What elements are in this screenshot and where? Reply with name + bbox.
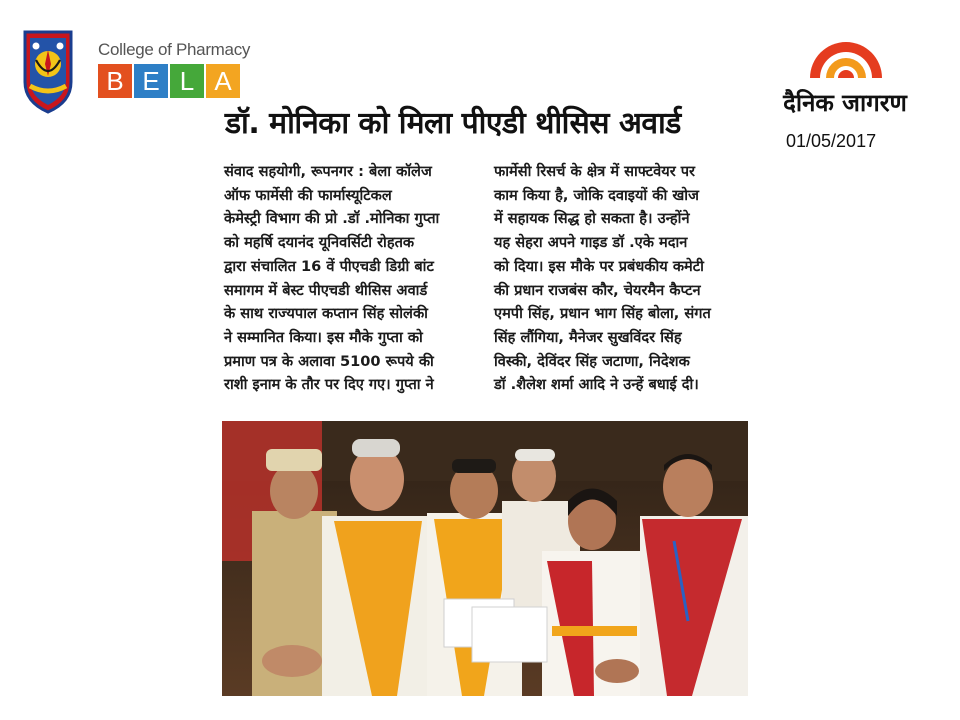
article-line: एमपी सिंह, प्रधान भाग सिंह बोला, संगत <box>494 305 711 323</box>
article-line: द्वारा संचालित 16 वें पीएचडी डिग्री बांट <box>224 257 434 275</box>
article-line: राशी इनाम के तौर पर दिए गए। गुप्ता ने <box>224 376 434 394</box>
article-line: की प्रधान राजबंस कौर, चेयरमैन कैप्टन <box>494 281 701 299</box>
college-logo <box>18 28 251 118</box>
newspaper-logo <box>770 36 920 126</box>
article-line: समागम में बेस्ट पीएचडी थीसिस अवार्ड <box>224 281 428 299</box>
bela-letter: L <box>170 64 204 98</box>
award-ceremony-photo <box>222 421 748 696</box>
article-line: ने सम्मानित किया। इस मौके गुप्ता को <box>224 328 423 346</box>
article-column-left <box>224 160 486 397</box>
article-line: संवाद सहयोगी, रूपनगर : बेला कॉलेज <box>224 163 432 180</box>
article-line: फार्मेसी रिसर्च के क्षेत्र में साफ्टवेयर पर <box>494 163 696 180</box>
news-clipping <box>222 98 750 696</box>
article-line: ऑफ फार्मेसी की फार्मास्यूटिकल <box>224 186 392 204</box>
article-headline: डॉ. मोनिका को मिला पीएडी थीसिस अवार्ड <box>225 106 681 141</box>
article-line: सिंह लौंगिया, मैनेजर सुखविंदर सिंह <box>494 328 682 346</box>
publication-date: 01/05/2017 <box>786 131 877 151</box>
article-line: प्रमाण पत्र के अलावा 5100 रूपये की <box>224 352 434 370</box>
bela-wordmark <box>98 64 240 98</box>
article-line: काम किया है, जोकि दवाइयों की खोज <box>494 186 699 204</box>
article-line: केमेस्ट्री विभाग की प्रो .डॉ .मोनिका गुप्ता <box>224 210 440 228</box>
article-column-right <box>494 160 756 397</box>
article-line: यह सेहरा अपने गाइड डॉ .एके मदान <box>494 234 688 252</box>
rising-sun-icon <box>808 36 884 80</box>
college-name: College of Pharmacy <box>98 40 251 59</box>
article-line: के साथ राज्यपाल कप्तान सिंह सोलंकी <box>224 305 428 323</box>
article-line: में सहायक सिद्ध हो सकता है। उन्होंने <box>494 210 690 228</box>
article-line: डॉ .शैलेश शर्मा आदि ने उन्हें बधाई दी। <box>494 376 699 394</box>
college-crest-icon <box>22 30 74 114</box>
bela-letter: A <box>206 64 240 98</box>
article-line: विस्की, देविंदर सिंह जटाणा, निदेशक <box>494 352 690 370</box>
bela-letter: B <box>98 64 132 98</box>
bela-letter: E <box>134 64 168 98</box>
article-line: को महर्षि दयानंद यूनिवर्सिटी रोहतक <box>224 234 415 252</box>
newspaper-name: दैनिक जागरण <box>783 89 907 117</box>
article-line: को दिया। इस मौके पर प्रबंधकीय कमेटी <box>494 257 704 275</box>
